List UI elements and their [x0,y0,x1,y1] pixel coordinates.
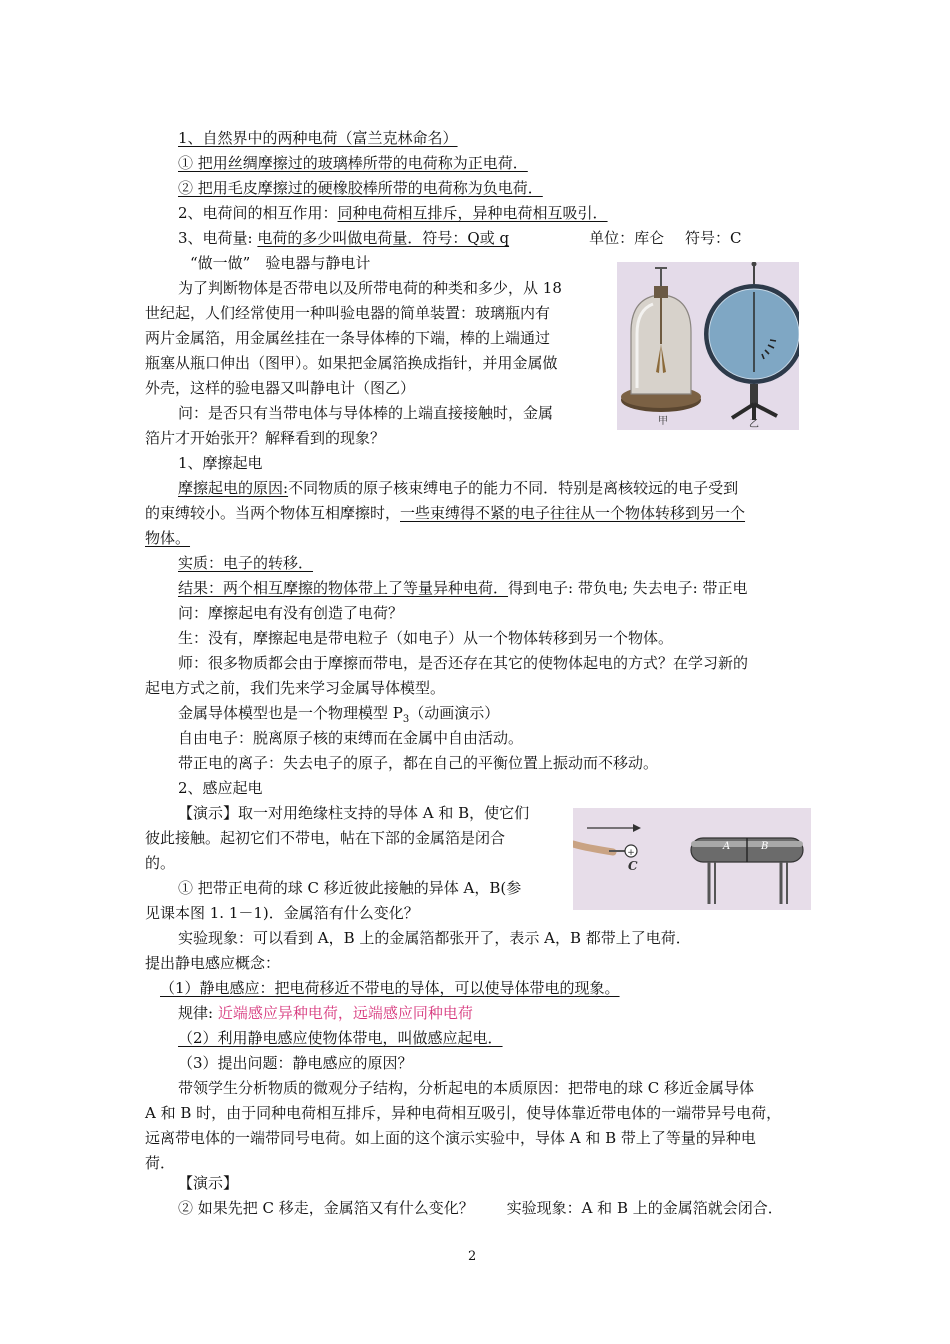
interaction-label: 2、电荷间的相互作用： [178,204,338,222]
rule-label: 规律: [178,1004,214,1022]
student-answer: 生：没有，摩擦起电是带电粒子（如电子）从一个物体转移到另一个物体。 [178,629,674,647]
friction-result-tail: 得到电子: 带负电; 失去电子: 带正电 [508,579,748,597]
quantity-def: 电荷的多少叫做电荷量．符号：Q或 q [257,229,510,247]
positive-ion-def: 带正电的离子：失去电子的原子，都在自己的平衡位置上振动而不移动。 [178,754,659,772]
metal-model-demo: （动画演示） [409,704,500,722]
concept-intro: 提出静电感应概念： [145,954,281,972]
demo-step1-line1: ① 把带正电荷的球 C 移近彼此接触的异体 A，B(参 [178,879,522,897]
friction-reason-line3: 物体。 [145,529,191,547]
negative-charge-def: ② 把用毛皮摩擦过的硬橡胶棒所带的电荷称为负电荷． [178,179,543,197]
electroscope-para-line3: 两片金属箔，用金属丝挂在一条导体棒的下端，棒的上端通过 [145,329,551,347]
induction-figure [573,808,811,910]
interaction-rule: 同种电荷相互排斥，异种电荷相互吸引． [337,204,608,222]
figure-label-jia: 甲 [658,416,668,427]
friction-question: 问：摩擦起电有没有创造了电荷？ [178,604,404,622]
activity-title: “做一做” 验电器与静电计 [190,254,371,272]
induction-charging: （2）利用静电感应使物体带电，叫做感应起电． [178,1029,503,1047]
electroscope-para-line5: 外壳，这样的验电器又叫静电计（图乙） [145,379,416,397]
unit-text: 单位：库仑 [589,229,665,247]
rule-text: 近端感应异种电荷，远端感应同种电荷 [217,1004,473,1022]
free-electron-def: 自由电子：脱离原子核的束缚而在金属中自由活动。 [178,729,524,747]
induction-definition: （1）静电感应：把电荷移近不带电的导体，可以使导体带电的现象。 [160,979,620,997]
friction-reason-underlined: 一些束缚得不紧的电子往往从一个物体转移到另一个 [400,504,746,522]
demo-step1-line2: 见课本图 1. 1－1)．金属箔有什么变化？ [145,904,419,922]
induction-heading: 2、感应起电 [178,779,263,797]
teacher-line2: 起电方式之前，我们先来学习金属导体模型。 [145,679,446,697]
interaction-line [178,203,608,223]
friction-result-underlined: 结果：两个相互摩擦的物体带上了等量异种电荷． [178,579,509,597]
metal-model-line [178,703,499,730]
observation: 实验现象：可以看到 A，B 上的金属箔都张开了，表示 A，B 都带上了电荷． [178,929,691,947]
induction-question: （3）提出问题：静电感应的原因？ [178,1054,413,1072]
label-c: C [628,859,638,873]
figure-label-yi: 乙 [749,419,759,430]
friction-reason-label: 摩擦起电的原因: [178,479,289,497]
charge-quantity-line [178,228,741,248]
demo-line3: 的。 [145,854,176,872]
electroscope-para-line1: 为了判断物体是否带电以及所带电荷的种类和多少，从 18 [178,279,562,297]
friction-result [178,578,747,598]
charges-heading: 1、自然界中的两种电荷（富兰克林命名） [178,129,458,147]
symbol-text: 符号：C [684,229,742,247]
demo-step2 [178,1198,783,1218]
electroscope-figure [617,262,799,430]
electroscope-para-line2: 世纪起，人们经常使用一种叫验电器的简单装置：玻璃瓶内有 [145,304,551,322]
demo-step2-question: ② 如果先把 C 移走，金属箔又有什么变化？ [178,1199,474,1217]
demo-line1: 【演示】取一对用绝缘柱支持的导体 A 和 B，使它们 [178,804,530,822]
friction-heading: 1、摩擦起电 [178,454,263,472]
friction-reason-line2 [145,503,745,523]
friction-reason-text2: 的束缚较小。当两个物体互相摩擦时， [145,504,401,522]
friction-reason-line1 [178,478,738,498]
label-b: B [761,841,769,852]
question-line2: 箔片才开始张开？解释看到的现象？ [145,429,386,447]
quantity-label: 3、电荷量: [178,229,253,247]
explanation-line1: 带领学生分析物质的微观分子结构，分析起电的本质原因：把带电的球 C 移近金属导体 [178,1079,755,1097]
positive-charge-def: ① 把用丝绸摩擦过的玻璃棒所带的电荷称为正电荷． [178,154,528,172]
plus-sign: + [627,848,635,858]
friction-reason-text: 不同物质的原子核束缚电子的能力不同．特别是离核较远的电子受到 [288,479,739,497]
teacher-line1: 师：很多物质都会由于摩擦而带电，是否还存在其它的使物体起电的方式？在学习新的 [178,654,749,672]
metal-model-text: 金属导体模型也是一个物理模型 P [178,704,403,722]
explanation-line2: A 和 B 时，由于同种电荷相互排斥，异种电荷相互吸引，使导体靠近带电体的一端带异号电荷， [145,1104,782,1122]
explanation-line4: 荷． [145,1154,176,1172]
demo-line2: 彼此接触。起初它们不带电，帖在下部的金属箔是闭合 [145,829,506,847]
friction-essence: 实质：电子的转移． [178,554,314,572]
demo-step2-result: 实验现象：A 和 B 上的金属箔就会闭合． [506,1199,783,1217]
label-a: A [723,841,731,852]
demo-label: 【演示】 [178,1174,239,1192]
explanation-line3: 远离带电体的一端带同号电荷。如上面的这个演示实验中，导体 A 和 B 带上了等量的异种电 [145,1129,756,1147]
electroscope-para-line4: 瓶塞从瓶口伸出（图甲）。如果把金属箔换成指针，并用金属做 [145,354,558,372]
page-number: 2 [468,1249,477,1264]
metal-model-sub: 3 [402,714,410,725]
question-line1: 问：是否只有当带电体与导体棒的上端直接接触时，金属 [178,404,554,422]
induction-rule [178,1003,473,1023]
